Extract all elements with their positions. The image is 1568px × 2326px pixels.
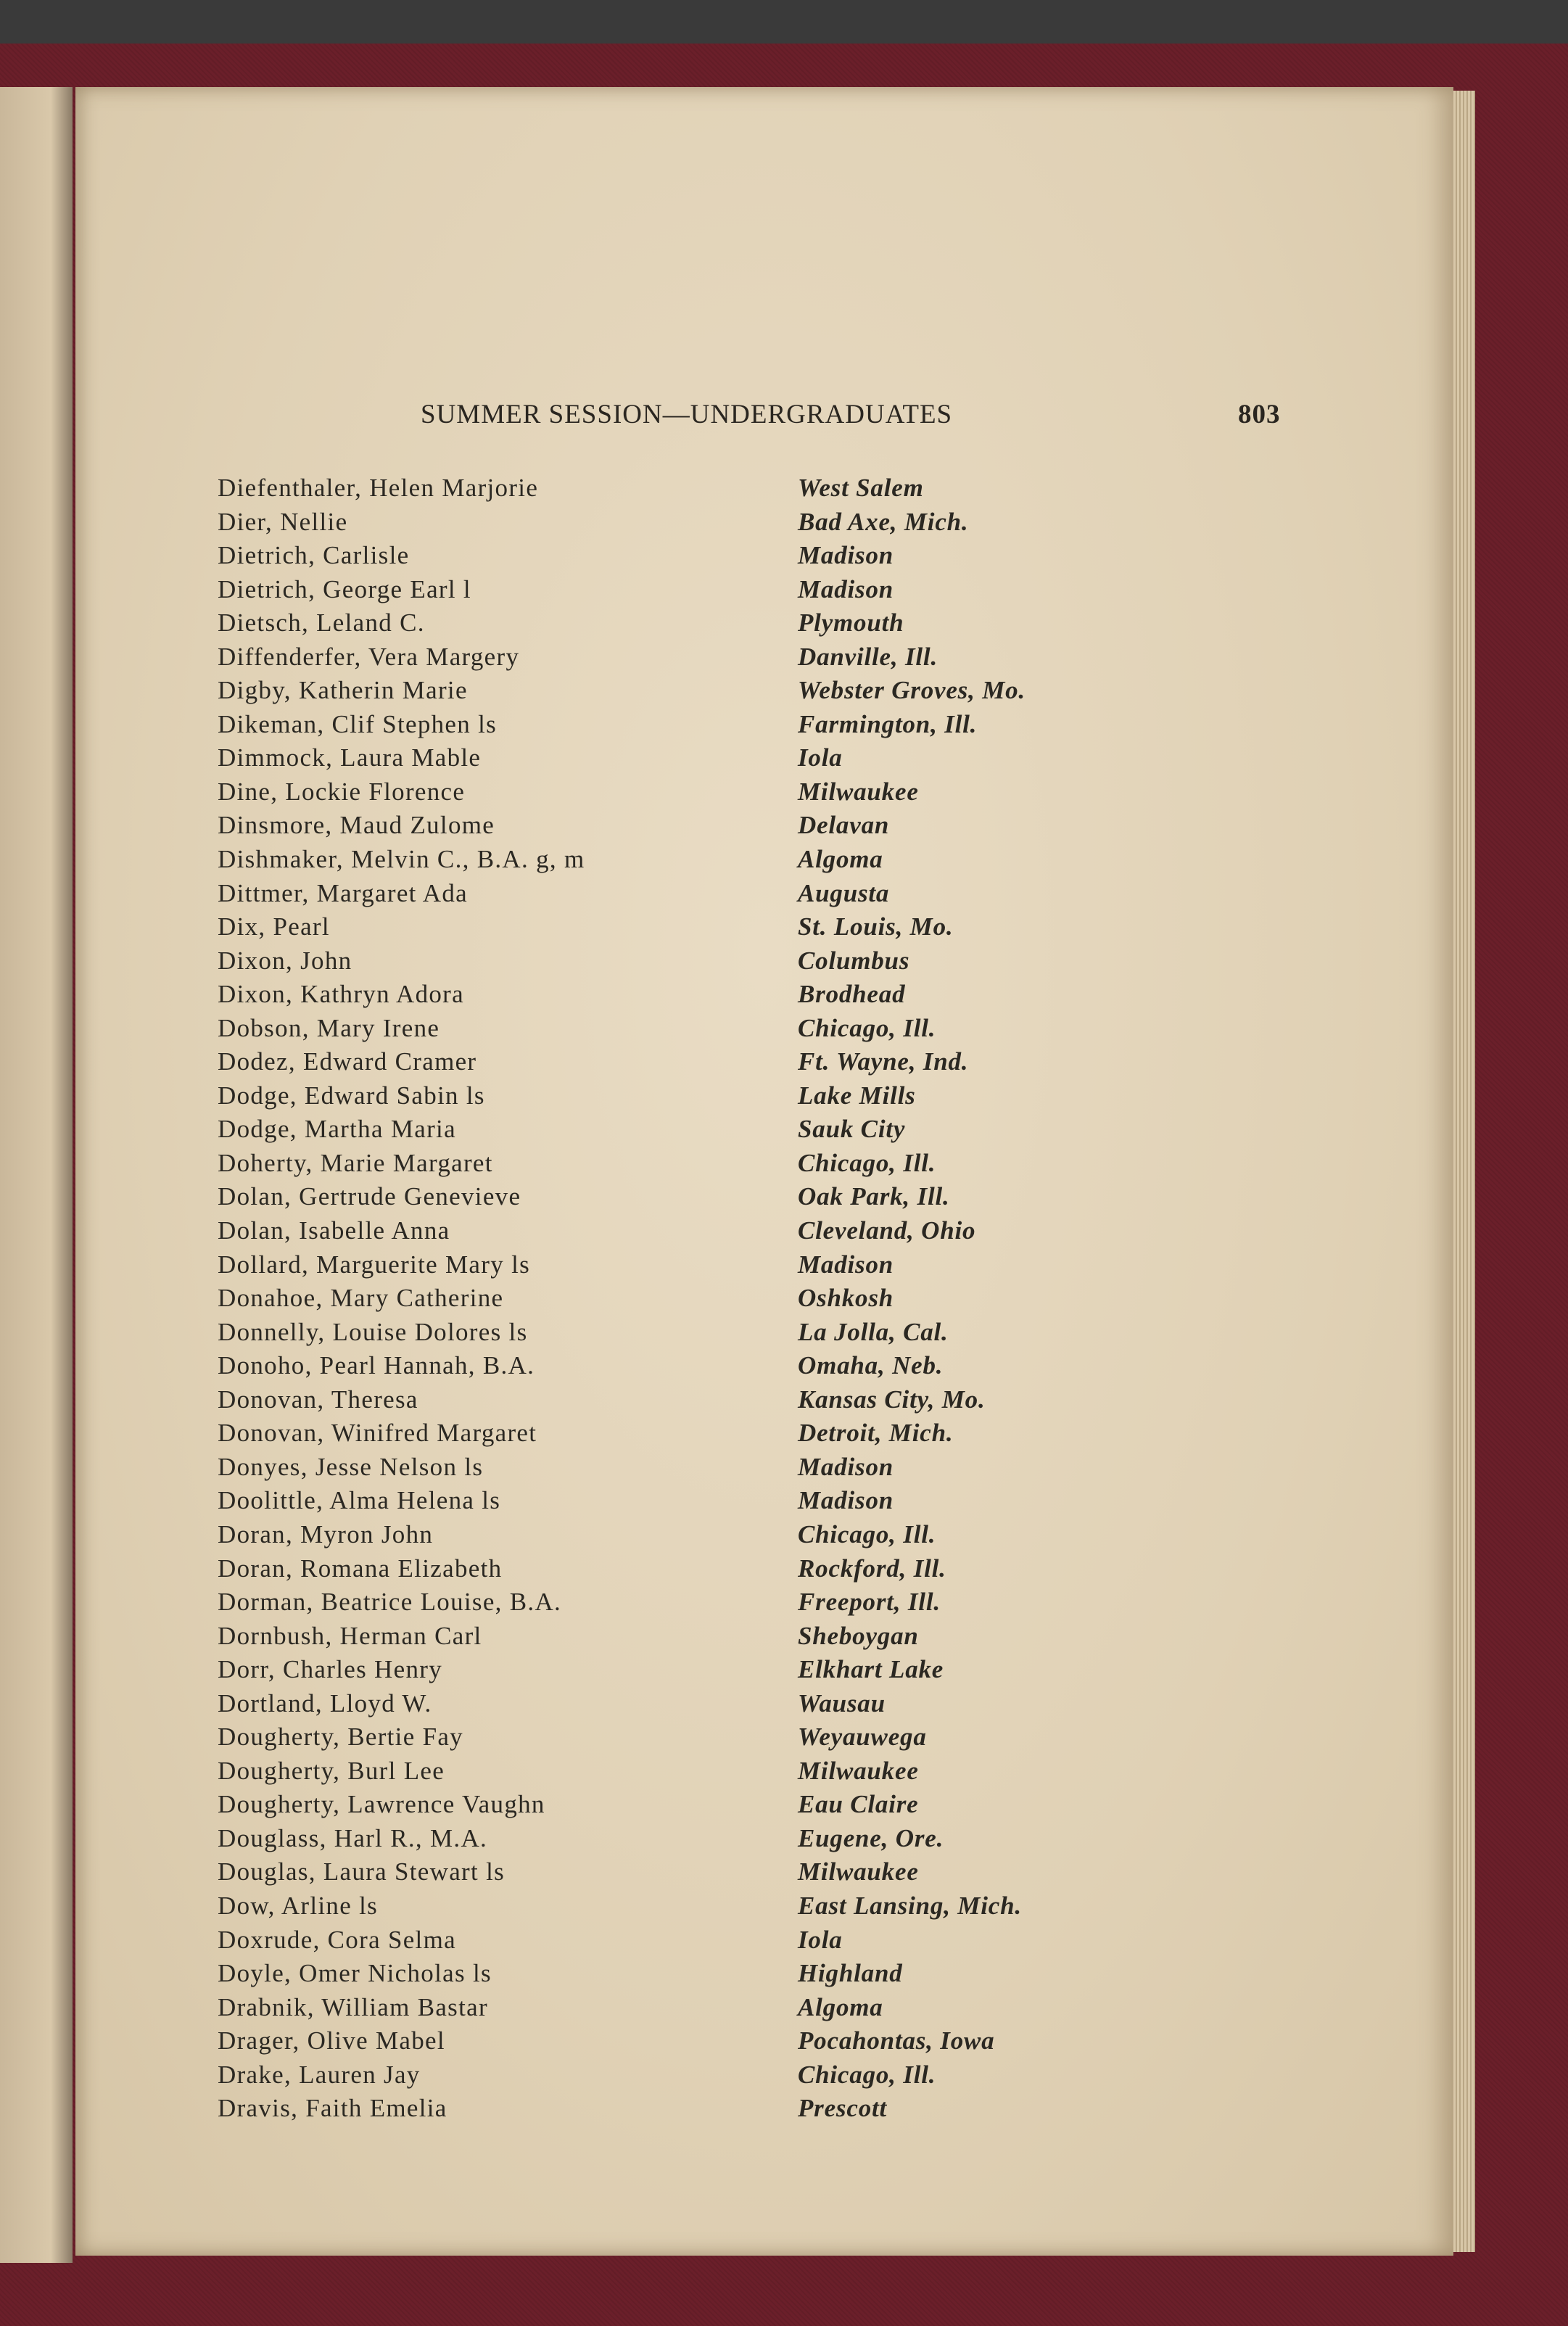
list-item: [218, 978, 1233, 1012]
list-item: [218, 606, 1233, 640]
list-item: [218, 944, 1233, 978]
hometown: East Lansing, Mich.: [798, 1891, 1022, 1920]
hometown: Algoma: [798, 1992, 883, 2021]
student-name: Dietrich, George Earl l: [218, 574, 471, 603]
hometown: Madison: [798, 1452, 894, 1481]
list-item: [218, 910, 1233, 944]
hometown: Columbus: [798, 946, 910, 975]
list-item: [218, 1349, 1233, 1383]
list-item: [218, 1552, 1233, 1586]
hometown: Plymouth: [798, 609, 904, 638]
student-name: Digby, Katherin Marie: [218, 676, 468, 705]
student-name: Dix, Pearl: [218, 912, 330, 941]
student-name: Diefenthaler, Helen Marjorie: [218, 474, 539, 502]
list-item: [218, 1045, 1233, 1079]
hometown: Lake Mills: [798, 1081, 916, 1110]
hometown: Ft. Wayne, Ind.: [798, 1047, 969, 1076]
list-item: [218, 1923, 1233, 1958]
student-name: Dornbush, Herman Carl: [218, 1621, 482, 1650]
hometown: Eugene, Ore.: [798, 1823, 944, 1852]
list-item: [218, 1113, 1233, 1147]
list-item: [218, 1585, 1233, 1620]
student-name: Dinsmore, Maud Zulome: [218, 811, 495, 840]
student-name: Doran, Romana Elizabeth: [218, 1554, 503, 1583]
hometown: Madison: [798, 541, 894, 570]
list-item: [218, 877, 1233, 911]
list-item: [218, 1416, 1233, 1451]
hometown: Webster Groves, Mo.: [798, 676, 1026, 705]
list-item: [218, 1788, 1233, 1822]
list-item: [218, 775, 1233, 809]
student-name: Doyle, Omer Nicholas ls: [218, 1959, 492, 1988]
hometown: Madison: [798, 574, 894, 603]
list-item: [218, 471, 1233, 506]
hometown: Highland: [798, 1959, 903, 1988]
hometown: Danville, Ill.: [798, 642, 938, 671]
student-name: Dollard, Marguerite Mary ls: [218, 1250, 531, 1279]
hometown: Brodhead: [798, 980, 906, 1009]
student-name: Donovan, Winifred Margaret: [218, 1419, 537, 1448]
hometown: Sauk City: [798, 1115, 906, 1144]
student-name: Dow, Arline ls: [218, 1891, 379, 1920]
hometown: Eau Claire: [798, 1790, 919, 1819]
student-name: Dobson, Mary Irene: [218, 1013, 440, 1042]
list-item: [218, 1991, 1233, 2025]
list-item: [218, 1653, 1233, 1687]
student-name: Dougherty, Bertie Fay: [218, 1723, 463, 1752]
hometown: Freeport, Ill.: [798, 1588, 941, 1617]
list-item: [218, 1214, 1233, 1248]
hometown: Algoma: [798, 845, 883, 874]
hometown: La Jolla, Cal.: [798, 1317, 949, 1346]
hometown: Delavan: [798, 811, 890, 840]
student-name: Doran, Myron John: [218, 1519, 434, 1548]
list-item: [218, 2024, 1233, 2058]
hometown: Chicago, Ill.: [798, 1013, 936, 1042]
list-item: [218, 1451, 1233, 1485]
student-name: Donoho, Pearl Hannah, B.A.: [218, 1351, 535, 1380]
student-name: Dodez, Edward Cramer: [218, 1047, 477, 1076]
student-name: Dravis, Faith Emelia: [218, 2094, 447, 2123]
hometown: Oak Park, Ill.: [798, 1182, 950, 1211]
hometown: Milwaukee: [798, 1756, 919, 1785]
list-item: [218, 1620, 1233, 1654]
list-item: [218, 2092, 1233, 2126]
student-name: Donyes, Jesse Nelson ls: [218, 1452, 484, 1481]
student-name: Dortland, Lloyd W.: [218, 1688, 432, 1717]
student-name: Dodge, Martha Maria: [218, 1115, 456, 1144]
student-name: Doolittle, Alma Helena ls: [218, 1486, 501, 1515]
hometown: Cleveland, Ohio: [798, 1216, 976, 1245]
page-number: 803: [1238, 400, 1281, 429]
student-name: Donnelly, Louise Dolores ls: [218, 1317, 528, 1346]
hometown: Chicago, Ill.: [798, 2060, 936, 2089]
student-list: [218, 471, 1233, 2126]
hometown: Prescott: [798, 2094, 888, 2123]
student-name: Dixon, John: [218, 946, 352, 975]
student-name: Dorman, Beatrice Louise, B.A.: [218, 1588, 562, 1617]
hometown: Omaha, Neb.: [798, 1351, 944, 1380]
hometown: Oshkosh: [798, 1284, 894, 1313]
hometown: Detroit, Mich.: [798, 1419, 954, 1448]
student-name: Dikeman, Clif Stephen ls: [218, 709, 498, 738]
hometown: Farmington, Ill.: [798, 709, 978, 738]
list-item: [218, 1687, 1233, 1721]
student-name: Dolan, Isabelle Anna: [218, 1216, 450, 1245]
list-item: [218, 674, 1233, 708]
student-name: Donahoe, Mary Catherine: [218, 1284, 504, 1313]
hometown: Elkhart Lake: [798, 1655, 944, 1684]
student-name: Douglass, Harl R., M.A.: [218, 1823, 488, 1852]
list-item: [218, 539, 1233, 573]
list-item: [218, 1248, 1233, 1282]
list-item: [218, 1822, 1233, 1856]
list-item: [218, 1012, 1233, 1046]
hometown: Rockford, Ill.: [798, 1554, 946, 1583]
list-item: [218, 1147, 1233, 1181]
page-block-edge: [1453, 91, 1475, 2252]
list-item: [218, 1518, 1233, 1552]
student-name: Dittmer, Margaret Ada: [218, 878, 469, 907]
list-item: [218, 809, 1233, 843]
hometown: West Salem: [798, 474, 924, 502]
student-name: Dougherty, Burl Lee: [218, 1756, 445, 1785]
list-item: [218, 573, 1233, 607]
student-name: Douglas, Laura Stewart ls: [218, 1857, 506, 1886]
hometown: Wausau: [798, 1688, 886, 1717]
running-title: SUMMER SESSION—UNDERGRADUATES: [421, 400, 953, 429]
student-name: Dine, Lockie Florence: [218, 777, 466, 806]
student-name: Doxrude, Cora Selma: [218, 1925, 456, 1954]
list-item: [218, 1180, 1233, 1214]
student-name: Diffenderfer, Vera Margery: [218, 642, 520, 671]
list-item: [218, 708, 1233, 742]
hometown: Chicago, Ill.: [798, 1148, 936, 1177]
hometown: Pocahontas, Iowa: [798, 2026, 995, 2055]
student-name: Dier, Nellie: [218, 507, 348, 536]
list-item: [218, 1484, 1233, 1518]
hometown: Madison: [798, 1250, 894, 1279]
student-name: Doherty, Marie Margaret: [218, 1148, 493, 1177]
student-name: Dougherty, Lawrence Vaughn: [218, 1790, 545, 1819]
hometown: Milwaukee: [798, 777, 919, 806]
list-item: [218, 1316, 1233, 1350]
hometown: Bad Axe, Mich.: [798, 507, 969, 536]
list-item: [218, 1889, 1233, 1923]
student-name: Dishmaker, Melvin C., B.A. g, m: [218, 845, 585, 874]
student-name: Dietrich, Carlisle: [218, 541, 410, 570]
list-item: [218, 1282, 1233, 1316]
list-item: [218, 843, 1233, 877]
student-name: Dietsch, Leland C.: [218, 609, 425, 638]
list-item: [218, 1754, 1233, 1789]
student-name: Dimmock, Laura Mable: [218, 743, 482, 772]
hometown: Kansas City, Mo.: [798, 1385, 986, 1414]
hometown: Chicago, Ill.: [798, 1519, 936, 1548]
list-item: [218, 1720, 1233, 1754]
student-name: Dixon, Kathryn Adora: [218, 980, 464, 1009]
student-name: Drake, Lauren Jay: [218, 2060, 421, 2089]
list-item: [218, 741, 1233, 775]
student-name: Drabnik, William Bastar: [218, 1992, 488, 2021]
list-item: [218, 1383, 1233, 1417]
hometown: Milwaukee: [798, 1857, 919, 1886]
student-name: Drager, Olive Mabel: [218, 2026, 445, 2055]
facing-page-edge: [0, 87, 73, 2263]
hometown: Sheboygan: [798, 1621, 919, 1650]
hometown: Augusta: [798, 878, 890, 907]
hometown: Iola: [798, 1925, 843, 1954]
student-name: Dolan, Gertrude Genevieve: [218, 1182, 521, 1211]
student-name: Donovan, Theresa: [218, 1385, 418, 1414]
hometown: St. Louis, Mo.: [798, 912, 954, 941]
list-item: [218, 506, 1233, 540]
hometown: Iola: [798, 743, 843, 772]
list-item: [218, 1957, 1233, 1991]
hometown: Weyauwega: [798, 1723, 927, 1752]
list-item: [218, 1079, 1233, 1113]
book-page: [75, 87, 1453, 2256]
list-item: [218, 640, 1233, 675]
list-item: [218, 1855, 1233, 1889]
list-item: [218, 2058, 1233, 2092]
hometown: Madison: [798, 1486, 894, 1515]
student-name: Dodge, Edward Sabin ls: [218, 1081, 485, 1110]
student-name: Dorr, Charles Henry: [218, 1655, 443, 1684]
